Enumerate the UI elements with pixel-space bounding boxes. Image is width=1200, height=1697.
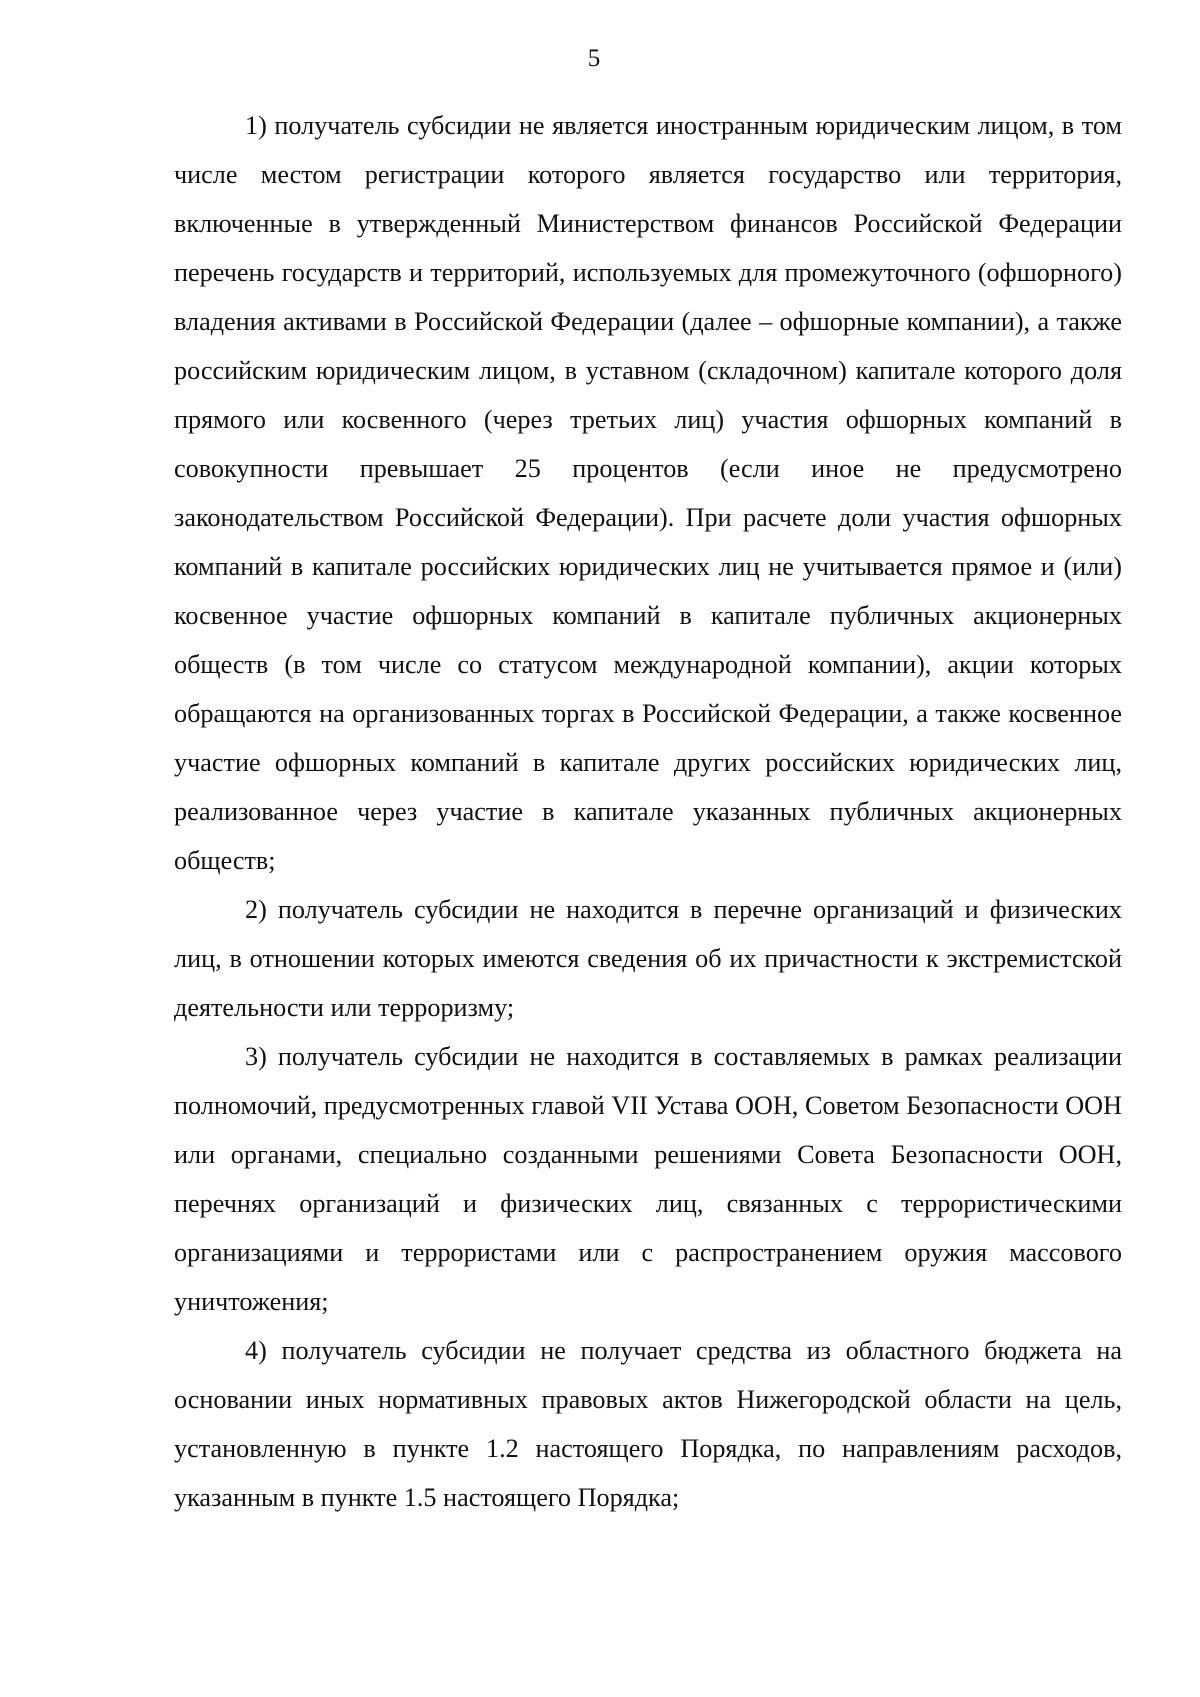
paragraph-item-2: 2) получатель субсидии не находится в перечне организаций и физических лиц, в отношении которых имеются сведения об их причастности к экстремистской деятельности или терроризму; (174, 895, 1122, 1022)
document-body (174, 101, 1122, 1522)
paragraph-item-1: 1) получатель субсидии не является иностранным юридическим лицом, в том числе местом регистрации которого является государство или территория, включенные в утвержденный Министерством финансов Российской Федерации перечень государств и территорий, используемых для промежуточного (офшорного) владения активами в Российской Федерации (далее – офшорные компании), а также российским юридическим лицом, в уставном (складочном) капитале которого доля прямого или косвенного (через третьих лиц) участия офшорных компаний в совокупности превышает 25 процентов (если иное не предусмотрено законодательством Российской Федерации). При расчете доли участия офшорных компаний в капитале российских юридических лиц не учитывается прямое и (или) косвенное участие офшорных компаний в капитале публичных акционерных обществ (в том числе со статусом международной компании), акции которых обращаются на организованных торгах в Российской Федерации, а также косвенное участие офшорных компаний в капитале других российских юридических лиц, реализованное через участие в капитале указанных публичных акционерных обществ; (174, 111, 1122, 875)
paragraph-item-4: 4) получатель субсидии не получает средства из областного бюджета на основании иных нормативных правовых актов Нижегородской области на цель, установленную в пункте 1.2 настоящего Порядка, по направлениям расходов, указанным в пункте 1.5 настоящего Порядка; (174, 1336, 1122, 1512)
page-number: 5 (587, 45, 601, 72)
paragraph-item-3: 3) получатель субсидии не находится в составляемых в рамках реализации полномочий, предусмотренных главой VII Устава ООН, Советом Безопасности ООН или органами, специально созданными решениями Совета Безопасности ООН, перечнях организаций и физических лиц, связанных с террористическими организациями и террористами или с распространением оружия массового уничтожения; (174, 1042, 1122, 1316)
